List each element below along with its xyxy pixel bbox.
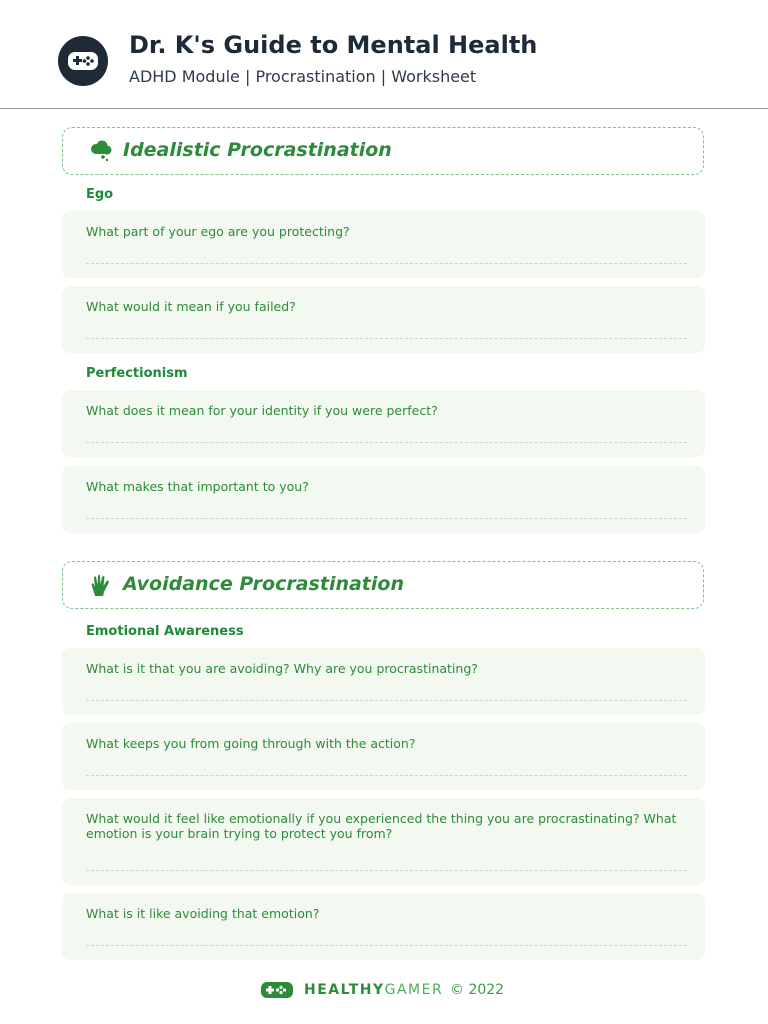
brand-gamer: GAMER <box>384 982 444 998</box>
thought-cloud-icon <box>89 140 113 166</box>
question-card[interactable] <box>62 648 705 715</box>
section-title: Idealistic Procrastination <box>123 139 392 161</box>
footer-brand <box>304 982 443 998</box>
question-text: What makes that important to you? <box>86 479 309 494</box>
section-header-idealistic <box>62 127 704 175</box>
copyright-text: © 2022 <box>450 982 505 998</box>
question-card[interactable] <box>62 390 705 457</box>
question-text: What would it feel like emotionally if you experienced the thing you are procrastinating? What emotion is your brain trying to protect you from? <box>86 811 677 841</box>
answer-line <box>86 263 687 264</box>
section-header-avoidance <box>62 561 704 609</box>
answer-line <box>86 870 687 871</box>
subsection-label: Ego <box>86 187 114 202</box>
question-text: What part of your ego are you protecting? <box>86 224 350 239</box>
subsection-label: Perfectionism <box>86 366 188 381</box>
section-title: Avoidance Procrastination <box>123 573 404 595</box>
healthygamer-logo-icon <box>260 980 296 1004</box>
answer-line <box>86 518 687 519</box>
question-text: What is it that you are avoiding? Why are you procrastinating? <box>86 661 478 676</box>
page-header <box>0 0 768 109</box>
question-text: What keeps you from going through with the action? <box>86 736 416 751</box>
question-card[interactable] <box>62 893 705 960</box>
question-card[interactable] <box>62 723 705 790</box>
question-card[interactable] <box>62 211 705 278</box>
answer-line <box>86 442 687 443</box>
question-card[interactable] <box>62 798 705 885</box>
question-card[interactable] <box>62 286 705 353</box>
raised-hand-icon <box>89 574 111 602</box>
question-card[interactable] <box>62 466 705 533</box>
answer-line <box>86 700 687 701</box>
answer-line <box>86 945 687 946</box>
page-footer <box>0 980 768 1002</box>
answer-line <box>86 775 687 776</box>
question-text: What is it like avoiding that emotion? <box>86 906 320 921</box>
subsection-label: Emotional Awareness <box>86 624 244 639</box>
question-text: What would it mean if you failed? <box>86 299 296 314</box>
brand-healthy: HEALTHY <box>304 982 385 998</box>
gamepad-icon <box>58 36 108 86</box>
page-title: Dr. K's Guide to Mental Health <box>129 31 538 59</box>
question-text: What does it mean for your identity if you were perfect? <box>86 403 438 418</box>
page-subtitle: ADHD Module | Procrastination | Worksheet <box>129 67 477 86</box>
answer-line <box>86 338 687 339</box>
